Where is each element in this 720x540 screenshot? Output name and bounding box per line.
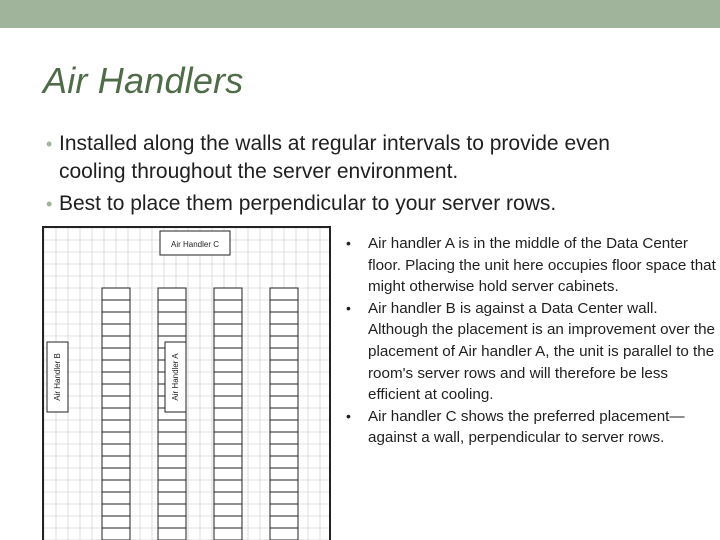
server-cabinet [158,504,186,516]
server-cabinet [270,504,298,516]
server-cabinet [270,300,298,312]
server-cabinet [102,372,130,384]
bullet-dot-icon: • [46,194,53,214]
server-cabinet [102,528,130,540]
server-cabinet [270,348,298,360]
server-cabinet [102,312,130,324]
server-cabinet [102,348,130,360]
server-cabinet [214,444,242,456]
server-cabinet [270,384,298,396]
server-cabinet [214,288,242,300]
server-cabinet [158,456,186,468]
note-text: Air handler A is in the middle of the Data Center floor. Placing the unit here occupies floor space that might otherwise hold server cabinets. [368,235,716,296]
server-cabinet [214,420,242,432]
server-cabinet [214,324,242,336]
server-cabinet [270,468,298,480]
server-cabinet [270,420,298,432]
server-cabinet [102,408,130,420]
note-text: Air handler C shows the preferred placement—against a wall, perpendicular to server rows. [368,407,685,447]
bullet-dot-icon: • [346,235,351,251]
server-cabinet [214,372,242,384]
air-handler-c [160,231,230,255]
floor-plan-diagram [42,226,331,540]
server-cabinet [270,432,298,444]
server-cabinet [270,360,298,372]
server-cabinet [102,300,130,312]
note-text: Air handler B is against a Data Center wall. Although the placement is an improvement over the placement of Air handler A, the unit is parallel to the room's server rows and will therefore be less efficient at cooling. [368,299,715,404]
air-handler-a [165,342,186,412]
server-cabinet [214,360,242,372]
server-cabinet [102,360,130,372]
server-cabinet [158,324,186,336]
server-cabinet [102,288,130,300]
server-cabinet [214,504,242,516]
server-cabinet [102,468,130,480]
main-bullet-text: Best to place them perpendicular to your server rows. [59,192,557,215]
server-cabinet [102,480,130,492]
server-cabinet [214,516,242,528]
air-handler-b [47,342,68,412]
server-cabinet [270,516,298,528]
server-cabinet [102,504,130,516]
server-cabinet [214,300,242,312]
server-cabinet [158,492,186,504]
bullet-dot-icon: • [46,134,53,154]
main-bullet [0,190,720,218]
server-cabinet [102,456,130,468]
server-cabinet [270,456,298,468]
server-cabinet [214,396,242,408]
server-cabinet [102,396,130,408]
note-item [340,406,716,449]
main-bullet [0,130,720,186]
floor-plan-svg [42,226,331,540]
bullet-dot-icon: • [346,299,351,316]
server-cabinet [214,348,242,360]
note-item [340,298,716,406]
server-cabinet [270,408,298,420]
server-cabinet [158,480,186,492]
server-cabinet [102,516,130,528]
server-cabinet [158,420,186,432]
server-cabinet [270,312,298,324]
server-cabinet [270,528,298,540]
server-cabinet [270,480,298,492]
bullet-dot-icon: • [346,407,351,424]
server-cabinet [214,528,242,540]
server-cabinet [102,324,130,336]
server-cabinet [102,432,130,444]
server-cabinet [270,324,298,336]
server-cabinet [214,312,242,324]
server-cabinet [270,396,298,408]
server-cabinet [158,468,186,480]
server-cabinet [214,468,242,480]
server-cabinet [102,444,130,456]
server-cabinet [214,408,242,420]
server-cabinet [270,372,298,384]
server-cabinet [214,384,242,396]
server-cabinet [158,516,186,528]
server-cabinet [158,528,186,540]
server-cabinet [214,336,242,348]
air-handler-c-label: Air Handler C [170,240,220,249]
server-cabinet [270,444,298,456]
notes-list [340,233,716,449]
server-cabinet [214,480,242,492]
server-cabinet [214,432,242,444]
server-cabinet [214,456,242,468]
server-cabinet [102,384,130,396]
server-cabinet [158,312,186,324]
note-item [340,233,716,298]
server-cabinet [214,492,242,504]
main-bullet-list [0,130,720,222]
air-handler-a-label: Air Handler A [171,353,180,401]
server-cabinet [102,420,130,432]
main-bullet-text: Installed along the walls at regular intervals to provide even cooling throughout the server environment. [59,132,610,183]
server-cabinet [158,300,186,312]
air-handler-b-label: Air Handler B [53,353,62,401]
server-cabinet [158,444,186,456]
server-cabinet [102,492,130,504]
server-cabinet [270,492,298,504]
server-cabinet [270,288,298,300]
server-cabinet [158,288,186,300]
top-accent-band [0,0,720,28]
server-cabinet [270,336,298,348]
server-cabinet [158,432,186,444]
server-cabinet [102,336,130,348]
slide-title: Air Handlers [43,60,244,101]
